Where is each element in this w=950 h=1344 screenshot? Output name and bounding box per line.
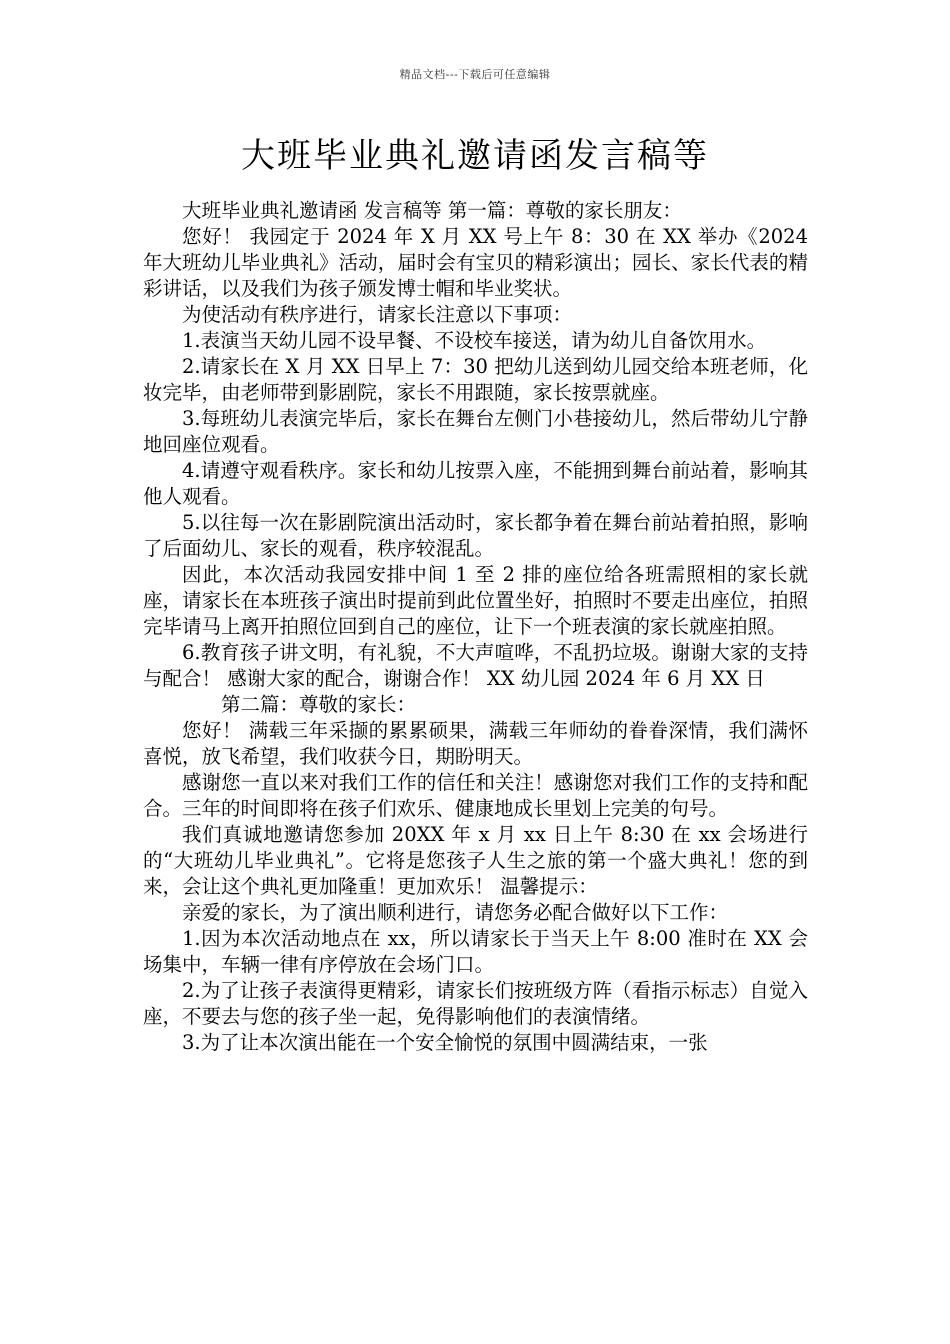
paragraph: 大班毕业典礼邀请函 发言稿等 第一篇：尊敬的家长朋友： xyxy=(182,199,682,222)
header-note: 精品文档---下载后可任意编辑 xyxy=(399,68,551,81)
paragraph: 3.每班幼儿表演完毕后，家长在舞台左侧门小巷接幼儿，然后带幼儿宁静地回座位观看。 xyxy=(143,407,808,456)
paragraph: 5.以往每一次在影剧院演出活动时，家长都争着在舞台前站着拍照，影响了后面幼儿、家长的观看，秩序较混乱。 xyxy=(143,511,808,560)
paragraph: 您好！ 满载三年采撷的累累硕果，满载三年师幼的眷眷深情，我们满怀喜悦，放飞希望，我们收获今日，期盼明天。 xyxy=(143,719,808,768)
document-body xyxy=(143,198,808,1056)
paragraph: 亲爱的家长，为了演出顺利进行，请您务必配合做好以下工作： xyxy=(182,901,729,924)
paragraph: 6.教育孩子讲文明，有礼貌，不大声喧哗，不乱扔垃圾。谢谢大家的支持与配合！ 感谢大家的配合，谢谢合作！ XX 幼儿园 2024 年 6 月 XX 日 xyxy=(143,641,808,690)
paragraph: 感谢您一直以来对我们工作的信任和关注！感谢您对我们工作的支持和配合。三年的时间即将在孩子们欢乐、健康地成长里划上完美的句号。 xyxy=(143,771,808,820)
paragraph: 2.请家长在 X 月 XX 日早上 7：30 把幼儿送到幼儿园交给本班老师，化妆完毕，由老师带到影剧院，家长不用跟随，家长按票就座。 xyxy=(143,355,808,404)
paragraph: 4.请遵守观看秩序。家长和幼儿按票入座，不能拥到舞台前站着，影响其他人观看。 xyxy=(143,459,808,508)
paragraph: 您好！ 我园定于 2024 年 X 月 XX 号上午 8：30 在 XX 举办《2024 年大班幼儿毕业典礼》活动，届时会有宝贝的精彩演出；园长、家长代表的精彩讲话，以及我们为孩子颁发博士帽和毕业奖状。 xyxy=(143,225,808,300)
paragraph: 1.表演当天幼儿园不设早餐、不设校车接送，请为幼儿自备饮用水。 xyxy=(182,329,767,352)
paragraph: 因此，本次活动我园安排中间 1 至 2 排的座位给各班需照相的家长就座，请家长在本班孩子演出时提前到此位置坐好，拍照时不要走出座位，拍照完毕请马上离开拍照位回到自己的座位，让下一个班表演的家长就座拍照。 xyxy=(143,563,808,638)
paragraph: 1.因为本次活动地点在 xx，所以请家长于当天上午 8:00 准时在 XX 会场集中，车辆一律有序停放在会场门口。 xyxy=(143,927,808,976)
paragraph: 为使活动有秩序进行，请家长注意以下事项： xyxy=(182,303,573,326)
paragraph: 2.为了让孩子表演得更精彩，请家长们按班级方阵（看指示标志）自觉入座，不要去与您的孩子坐一起，免得影响他们的表演情绪。 xyxy=(143,979,808,1028)
paragraph: 3.为了让本次演出能在一个安全愉悦的氛围中圆满结束，一张 xyxy=(182,1031,708,1054)
document-title: 大班毕业典礼邀请函发言稿等 xyxy=(241,136,709,176)
section-heading: 第二篇：尊敬的家长： xyxy=(221,693,417,716)
paragraph: 我们真诚地邀请您参加 20XX 年 x 月 xx 日上午 8:30 在 xx 会场进行的“大班幼儿毕业典礼”。它将是您孩子人生之旅的第一个盛大典礼！您的到来，会让这个典礼更加隆重！更加欢乐！ 温馨提示： xyxy=(143,823,808,898)
